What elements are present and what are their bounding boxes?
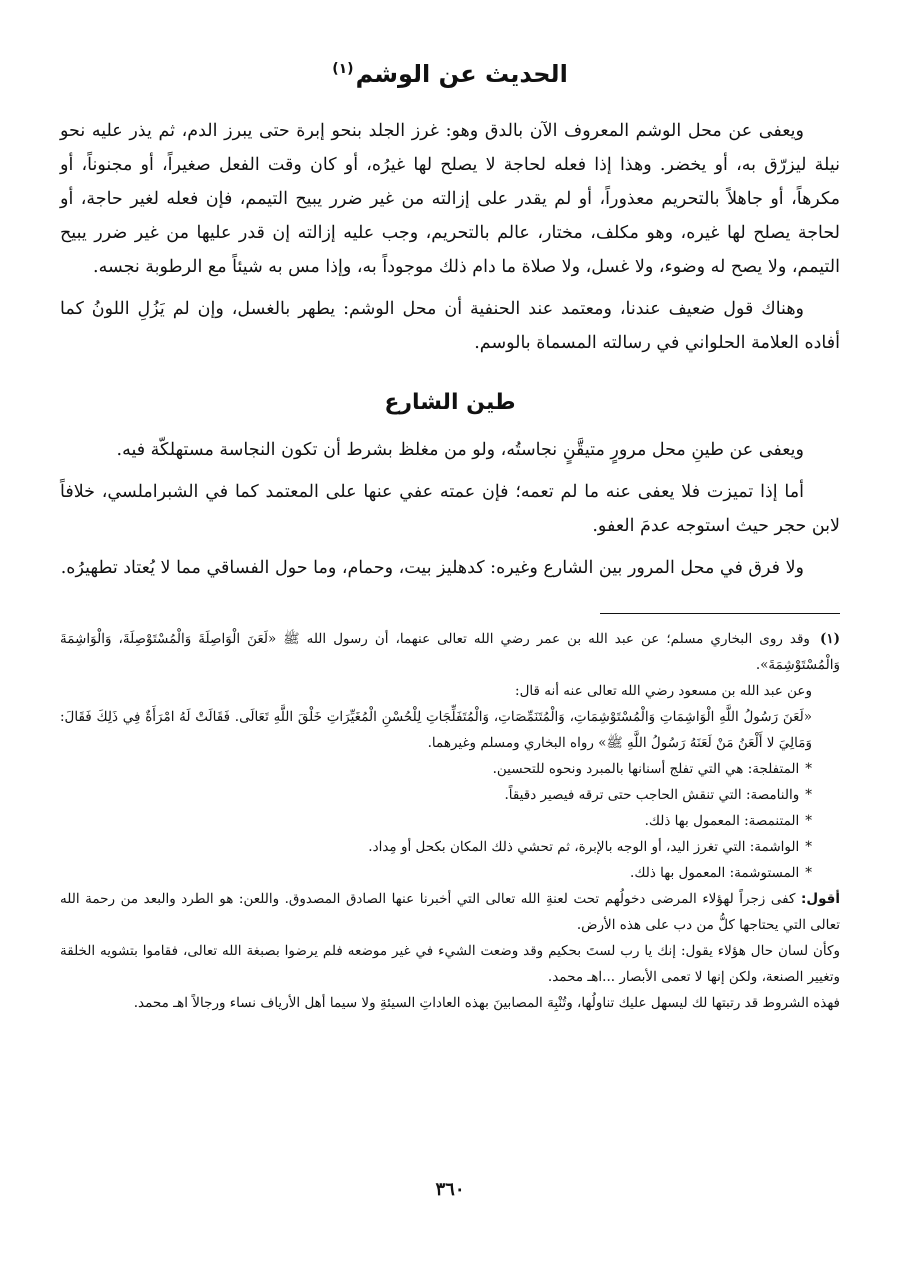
footnote-lisan: وكأن لسان حال هؤلاء يقول: إنك يا رب لستَ بحكيم وقد وضعت الشيء في غير موضعه فلم يرضوا بصبغة الله تعالى، فقاموا بتشويه الخلقة وتغيير الصنعة، ولكن إنها لا تعمى الأبصار ...اهـ محمد. bbox=[60, 943, 840, 985]
qawl-text: كفى زجراً لهؤلاء المرضى دخولُهم تحت لعنةِ الله تعالى التي أخبرنا عنها الصادق المصدوق. واللعن: هو الطرد والبعد من رحمة الله تعالى التي يحتاجها كلُّ من دب على هذه الأرض. bbox=[60, 891, 840, 933]
footnote-line-1 bbox=[60, 626, 840, 678]
bullet-text: الواشمة: التي تغرز اليد، أو الوجه بالإبرة، ثم تحشي ذلك المكان بكحل أو مِداد. bbox=[368, 839, 800, 855]
title-text: الحديث عن الوشم bbox=[355, 60, 568, 88]
bullet-star-icon: * bbox=[805, 865, 812, 881]
qawl-label: أقول: bbox=[800, 891, 840, 907]
footnote-line-2: وعن عبد الله بن مسعود رضي الله تعالى عنه أنه قال: bbox=[515, 683, 812, 699]
footnote-line-3: «لَعَنَ رَسُولُ اللَّهِ الْوَاشِمَاتِ وَالْمُسْتَوْشِمَاتِ، وَالْمُتَنَمِّصَاتِ، وَالْمُتَفَلِّجَاتِ لِلْحُسْنِ الْمُغَيِّرَاتِ خَلْقَ اللَّهِ تَعَالَى. فَقَالَتْ لَهُ امْرَأَةٌ فِي ذَلِكَ فَقَالَ: وَمَالِيَ لا أَلْعَنُ مَنْ لَعَنَهُ رَسُولُ اللَّهِ ﷺ» رواه البخاري ومسلم وغيرهما. bbox=[60, 709, 812, 751]
title-footnote-marker: (١) bbox=[332, 61, 354, 77]
book-page bbox=[60, 40, 840, 1220]
page-number: ٣٦٠ bbox=[435, 1179, 465, 1200]
paragraph-mud-1: ويعفى عن طينِ محل مرورٍ متيقَّنٍ نجاستُه، ولو من مغلظ بشرط أن تكون النجاسة مستهلكّة فيه. bbox=[116, 440, 804, 460]
bullet-text: المتنمصة: المعمول بها ذلك. bbox=[644, 813, 800, 829]
paragraph-mud-3: ولا فرق في محل المرور بين الشارع وغيره: كدهليز بيت، وحمام، وما حول الفساقي مما لا يُعتاد تطهيرُه. bbox=[60, 558, 804, 578]
footnote-marker: (١) bbox=[819, 631, 840, 647]
footnote-text-1: وقد روى البخاري مسلم؛ عن عبد الله بن عمر رضي الله تعالى عنهما، أن رسول الله ﷺ «لَعَنَ الْوَاصِلَةَ وَالْمُسْتَوْصِلَةَ، وَالْوَاشِمَةَ وَالْمُسْتَوْشِمَةَ». bbox=[60, 631, 840, 673]
footnote-bullet bbox=[60, 782, 840, 808]
footnote-last: فهذه الشروط قد رتبتها لك ليسهل عليك تناولُها، وتُنْبِهَ المصابينَ بهذه العاداتِ السيئةِ ولا سيما أهل الأرياف نساء ورجالاً اهـ محمد. bbox=[133, 995, 840, 1011]
bullet-text: المتفلجة: هي التي تفلج أسنانها بالمبرد ونحوه للتحسين. bbox=[492, 761, 800, 777]
paragraph-mud-2: أما إذا تميزت فلا يعفى عنه ما لم تعمه؛ فإن عمته عفي عنها على المعتمد كما في الشبراملسي، خلافاً لابن حجر حيث استوجه عدمَ العفو. bbox=[60, 482, 840, 536]
bullet-text: والنامصة: التي تنقش الحاجب حتى ترقه فيصير دقيقاً. bbox=[504, 787, 800, 803]
footnote-bullet bbox=[60, 808, 840, 834]
footnote-divider bbox=[600, 613, 840, 614]
bullet-star-icon: * bbox=[805, 761, 812, 777]
footnotes bbox=[60, 626, 840, 1016]
bullet-star-icon: * bbox=[805, 839, 812, 855]
bullet-star-icon: * bbox=[805, 813, 812, 829]
paragraph-tattoo-2: وهناك قول ضعيف عندنا، ومعتمد عند الحنفية أن محل الوشم: يطهر بالغسل، وإن لم يَزُلِ اللونُ كما أفاده العلامة الحلواني في رسالته المسماة بالوسم. bbox=[60, 299, 840, 353]
bullet-star-icon: * bbox=[805, 787, 812, 803]
paragraph-tattoo-1: ويعفى عن محل الوشم المعروف الآن بالدق وهو: غرز الجلد بنحو إبرة حتى يبرز الدم، ثم يذر عليه نحو نيلة ليزرّق به، أو يخضر. وهذا إذا فعله لحاجة لا يصلح لها غيرُه، أو كان وقت الفعل صغيراً، أو مجنوناً، أو مكرهاً، أو جاهلاً بالتحريم معذوراً، أو لم يقدر على إزالته من غير ضرر يبيح التيمم، فإن فعله لغير حاجة، أو لحاجة يصلح لها غيره، وهو مكلف، مختار، عالم بالتحريم، وجب عليه إزالته إن قدر عليها من غير ضرر يبيح التيمم، ولا يصح له وضوء، ولا غسل، ولا صلاة ما دام ذلك موجوداً به، وإذا مس به شيئاً مع الرطوبة نجسه. bbox=[60, 121, 840, 277]
footnote-bullet bbox=[60, 860, 840, 886]
footnote-bullet bbox=[60, 834, 840, 860]
bullet-text: المستوشمة: المعمول بها ذلك. bbox=[630, 865, 800, 881]
footnote-bullet bbox=[60, 756, 840, 782]
section-title-street-mud: طين الشارع bbox=[384, 390, 516, 415]
footnote-qawl bbox=[60, 886, 840, 938]
page-title bbox=[60, 60, 840, 88]
